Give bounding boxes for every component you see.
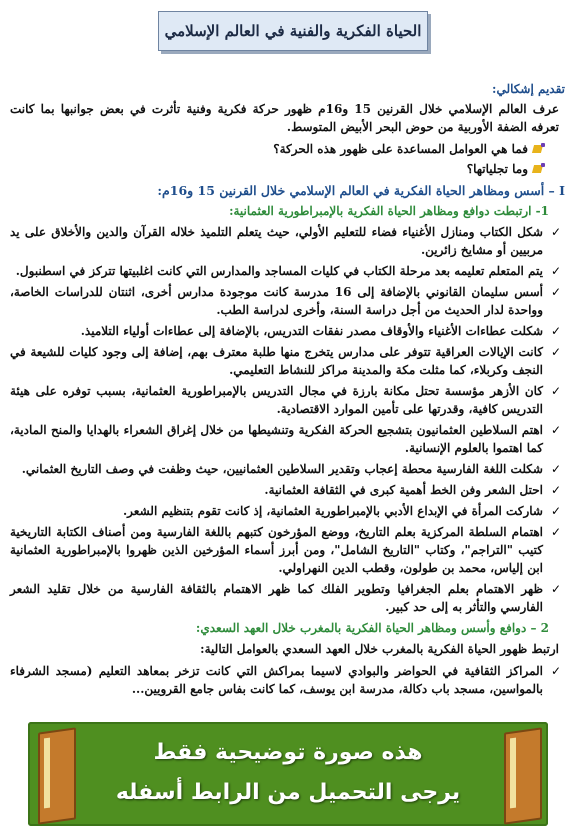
check-icon: ✓ — [550, 345, 561, 359]
document-body — [10, 80, 565, 701]
bullet-list — [10, 223, 565, 616]
list-item — [10, 460, 565, 478]
check-icon: ✓ — [550, 423, 561, 437]
list-item-text: يتم المتعلم تعليمه بعد مرحلة الكتاب في كليات المساجد والمدارس التي كانت اغلبيتها تتركز في اسطنبول. — [15, 264, 543, 278]
list-item-text: المراكز الثقافية في الحواضر والبوادي لاسيما بمراكش التي كانت تزخر بمعاهد التعليم (مسجد الشرفاء بالمواسين، مسجد باب دكالة، مدرسة ابن يوسف، كما كانت بفاس جامع القرويين... — [10, 664, 543, 696]
check-icon: ✓ — [550, 384, 561, 398]
list-item — [10, 523, 565, 577]
check-icon: ✓ — [550, 462, 561, 476]
check-icon: ✓ — [550, 504, 561, 518]
subsection-heading: 2 – دوافع وأسس ومظاهر الحياة الفكرية بالمغرب خلال العهد السعدي: — [195, 621, 549, 635]
list-item-text: كان الأزهر مؤسسة تحتل مكانة بارزة في مجال التدريس بالإمبراطورية العثمانية، بسبب توفره على هيئة التدريس كافية، وقدرتها على تأمين الموارد الاقتصادية. — [10, 384, 544, 416]
check-icon: ✓ — [550, 483, 561, 497]
list-item — [10, 382, 565, 418]
check-icon: ✓ — [550, 324, 561, 338]
subsection-intro: ارتبط ظهور الحياة الفكرية بالمغرب خلال العهد السعدي بالعوامل التالية: — [200, 642, 559, 656]
list-item — [10, 662, 565, 698]
question-text: وما تجلياتها؟ — [466, 162, 528, 176]
question-item — [10, 140, 545, 158]
section-heading: I – أسس ومظاهر الحياة الفكرية في العالم الإسلامي خلال القرنين 15 و16م: — [157, 183, 565, 198]
pencil-icon — [533, 163, 545, 175]
list-item — [10, 481, 565, 499]
check-icon: ✓ — [550, 264, 561, 278]
banner-line-2: يرجى التحميل من الرابط أسفله — [115, 780, 461, 805]
question-text: فما هي العوامل المساعدة على ظهور هذه الحركة؟ — [273, 142, 528, 156]
book-icon — [504, 730, 538, 818]
list-item-text: اهتم السلاطين العثمانيون بتشجيع الحركة الفكرية وتنشيطها من خلال إغراق الشعراء بالهدايا والمنح المادية، كما اهتموا بالعلوم الإنسانية. — [10, 423, 543, 455]
intro-paragraph: عرف العالم الإسلامي خلال القرنين 15 و16م ظهور حركة فكرية وفنية تأثرت في بعض جوانبها بما كانت تعرفه الضفة الأوربية من حوض البحر الأبيض المتوسط. — [10, 102, 560, 134]
check-icon: ✓ — [550, 582, 561, 596]
subsection-heading: 1- ارتبطت دوافع ومظاهر الحياة الفكرية بالإمبراطورية العثمانية: — [229, 204, 549, 218]
check-icon: ✓ — [550, 525, 561, 539]
list-item-text: أسس سليمان القانوني بالإضافة إلى 16 مدرسة كانت موجودة مدارس أخرى، اثنتان للدراسات الخاصة، وواحدة لدار الحديث من أجل دراسة السنة، وأخرى لدراسة الطب. — [10, 285, 543, 317]
bullet-list — [10, 662, 565, 698]
download-notice-banner[interactable] — [28, 722, 548, 826]
list-item — [10, 502, 565, 520]
intro-heading: تقديم إشكالي: — [492, 82, 565, 96]
list-item-text: كانت الإيالات العراقية تتوفر على مدارس يتخرج منها طلبة معترف بهم، إضافة إلى وجود كليات للشيعة في النجف وكربلاء، كما مثلت مكة والمدينة مراكز للنشاط التعليمي. — [10, 345, 543, 377]
list-item — [10, 262, 565, 280]
list-item-text: شكل الكتاب ومنازل الأغنياء فضاء للتعليم الأولي، حيث يتعلم التلميذ خلاله القرآن والدين والأخلاق على يد مربيين أو مشايخ زائرين. — [10, 225, 543, 257]
list-item-text: احتل الشعر وفن الخط أهمية كبرى في الثقافة العثمانية. — [264, 483, 543, 497]
list-item — [10, 580, 565, 616]
list-item-text: شكلت اللغة الفارسية محطة إعجاب وتقدير السلاطين العثمانيين، حيث وظفت في وصف التاريخ العثماني. — [21, 462, 543, 476]
list-item-text: شكلت عطاءات الأغنياء والأوقاف مصدر نفقات التدريس، بالإضافة إلى عطاءات أولياء التلاميذ. — [80, 324, 543, 338]
pencil-icon — [533, 143, 545, 155]
list-item — [10, 283, 565, 319]
check-icon: ✓ — [550, 664, 561, 678]
list-item — [10, 343, 565, 379]
question-item — [10, 160, 545, 178]
check-icon: ✓ — [550, 285, 561, 299]
list-item — [10, 421, 565, 457]
list-item — [10, 223, 565, 259]
book-icon — [38, 730, 72, 818]
list-item-text: ظهر الاهتمام بعلم الجغرافيا وتطوير الفلك كما ظهر الاهتمام بالثقافة الفارسية من خلال تقليد الشعر الفارسي والتأثر به إلى حد كبير. — [10, 582, 543, 614]
list-item — [10, 322, 565, 340]
list-item-text: اهتمام السلطة المركزية بعلم التاريخ، ووضع المؤرخون كتبهم باللغة الفارسية ومن أصناف الكتابة التاريخية كتيب "التراجم"، وكتاب "التاريخ الشامل"، ومن أبرز أسماء المؤرخين الذين ظهروا بالإمبراطورية العثمانية ابن إلياس، محمد بن طولون، وقطب الدين النهراولي. — [10, 525, 543, 575]
check-icon: ✓ — [550, 225, 561, 239]
page-title: الحياة الفكرية والفنية في العالم الإسلامي — [158, 11, 428, 51]
banner-line-1: هذه صورة توضيحية فقط — [153, 740, 423, 765]
list-item-text: شاركت المرأة في الإبداع الأدبي بالإمبراطورية العثمانية، إذ كانت تقوم بتنظيم الشعر. — [123, 504, 543, 518]
